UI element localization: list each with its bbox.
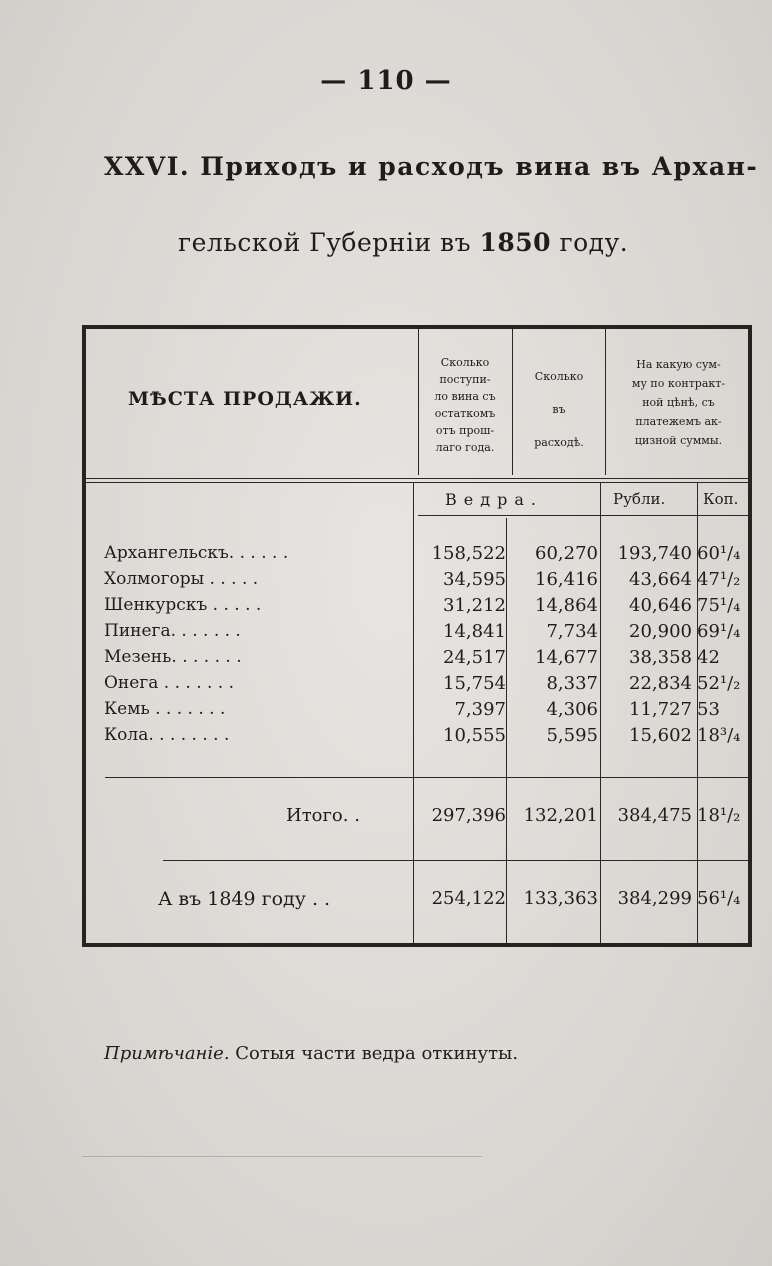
bleed-through-rule xyxy=(82,1156,482,1157)
row-kop: 75¹/₄ xyxy=(697,595,741,616)
header-sum-line: цизной суммы. xyxy=(634,434,723,447)
row-expense: 60,270 xyxy=(535,543,598,564)
unit-rub: Рубли. xyxy=(613,490,666,508)
row-kop: 69¹/₄ xyxy=(697,621,741,642)
row-received: 158,522 xyxy=(431,543,506,564)
row-place: Пинега. . . . . . . xyxy=(104,621,241,641)
row-received: 31,212 xyxy=(443,595,506,616)
section-title-line-2 xyxy=(178,228,628,257)
row-expense: 16,416 xyxy=(535,569,598,590)
subtotal-rule xyxy=(105,777,748,778)
row-place: Холмогоры . . . . . xyxy=(104,569,259,589)
header-received-line: остаткомъ xyxy=(434,407,496,420)
row-rub: 20,900 xyxy=(629,621,692,642)
row-place: Кола. . . . . . . . xyxy=(104,725,230,745)
header-received-line: отъ прош- xyxy=(435,424,495,437)
column-rule-1 xyxy=(413,483,414,943)
header-bottom-rule xyxy=(86,478,748,479)
prev-year-expense: 133,363 xyxy=(523,888,598,909)
row-kop: 53 xyxy=(697,699,720,720)
page-number: — 110 — xyxy=(320,66,452,96)
prev-year-kop: 56¹/₄ xyxy=(697,888,741,909)
header-received xyxy=(420,354,510,456)
prev-year-received: 254,122 xyxy=(431,888,506,909)
header-places: МѢСТА ПРОДАЖИ. xyxy=(128,388,362,410)
total-expense: 132,201 xyxy=(523,805,598,826)
row-place: Кемь . . . . . . . xyxy=(104,699,226,719)
row-received: 24,517 xyxy=(443,647,506,668)
row-expense: 7,734 xyxy=(546,621,598,642)
row-expense: 14,864 xyxy=(535,595,598,616)
header-expense-line: въ xyxy=(552,403,566,416)
header-divider-1 xyxy=(418,329,419,475)
total-received: 297,396 xyxy=(431,805,506,826)
units-rule xyxy=(418,515,748,516)
prev-year-label: А въ 1849 году . . xyxy=(158,888,331,910)
header-received-line: поступи- xyxy=(439,373,491,386)
section-title-line-1: XXVI. Приходъ и расходъ вина въ Архан- xyxy=(104,152,759,181)
row-expense: 8,337 xyxy=(546,673,598,694)
row-place: Мезень. . . . . . . xyxy=(104,647,242,667)
header-sum xyxy=(607,355,750,450)
footnote-text: Сотыя части ведра откинуты. xyxy=(229,1043,519,1064)
header-sum-line: На какую сум- xyxy=(636,358,721,371)
row-rub: 40,646 xyxy=(629,595,692,616)
header-expense xyxy=(514,360,604,459)
section-title-year: 1850 xyxy=(479,228,552,257)
row-rub: 193,740 xyxy=(617,543,692,564)
row-kop: 18³/₄ xyxy=(697,725,741,746)
row-rub: 11,727 xyxy=(629,699,692,720)
section-title-line-2-end: году. xyxy=(551,228,629,257)
row-rub: 43,664 xyxy=(629,569,692,590)
header-sum-line: му по контракт- xyxy=(631,377,726,390)
row-received: 14,841 xyxy=(443,621,506,642)
row-place: Онега . . . . . . . xyxy=(104,673,235,693)
row-place: Архангельскъ. . . . . . xyxy=(104,543,289,563)
row-kop: 47¹/₂ xyxy=(697,569,741,590)
unit-kop: Коп. xyxy=(703,490,739,508)
total-rub: 384,475 xyxy=(617,805,692,826)
total-label: Итого. . xyxy=(286,805,360,826)
row-kop: 52¹/₂ xyxy=(697,673,741,694)
total-kop: 18¹/₂ xyxy=(697,805,741,826)
row-rub: 22,834 xyxy=(629,673,692,694)
column-rule-2 xyxy=(506,518,507,943)
row-place: Шенкурскъ . . . . . xyxy=(104,595,262,615)
row-received: 15,754 xyxy=(443,673,506,694)
unit-vedra: Ведра. xyxy=(445,490,543,509)
total-rule xyxy=(163,860,748,861)
header-expense-line: Сколько xyxy=(534,370,584,383)
row-expense: 5,595 xyxy=(546,725,598,746)
footnote xyxy=(104,1043,518,1064)
header-received-line: лаго года. xyxy=(435,441,495,454)
row-kop: 60¹/₄ xyxy=(697,543,741,564)
row-rub: 15,602 xyxy=(629,725,692,746)
prev-year-rub: 384,299 xyxy=(617,888,692,909)
footnote-label: Примѣчаніе. xyxy=(104,1043,230,1064)
row-received: 34,595 xyxy=(443,569,506,590)
row-rub: 38,358 xyxy=(629,647,692,668)
row-expense: 4,306 xyxy=(546,699,598,720)
row-expense: 14,677 xyxy=(535,647,598,668)
row-received: 10,555 xyxy=(443,725,506,746)
row-kop: 42 xyxy=(697,647,720,668)
section-title-line-2-text: гельской Губерніи въ xyxy=(178,228,480,257)
row-received: 7,397 xyxy=(454,699,506,720)
header-sum-line: ной цѣнѣ, съ xyxy=(642,396,715,409)
header-bottom-rule-2 xyxy=(86,482,748,483)
header-sum-line: платежемъ ак- xyxy=(635,415,722,428)
header-expense-line: расходѣ. xyxy=(534,436,584,449)
header-received-line: ло вина съ xyxy=(434,390,496,403)
header-received-line: Сколько xyxy=(440,356,490,369)
header-divider-3 xyxy=(605,329,606,475)
header-divider-2 xyxy=(512,329,513,475)
